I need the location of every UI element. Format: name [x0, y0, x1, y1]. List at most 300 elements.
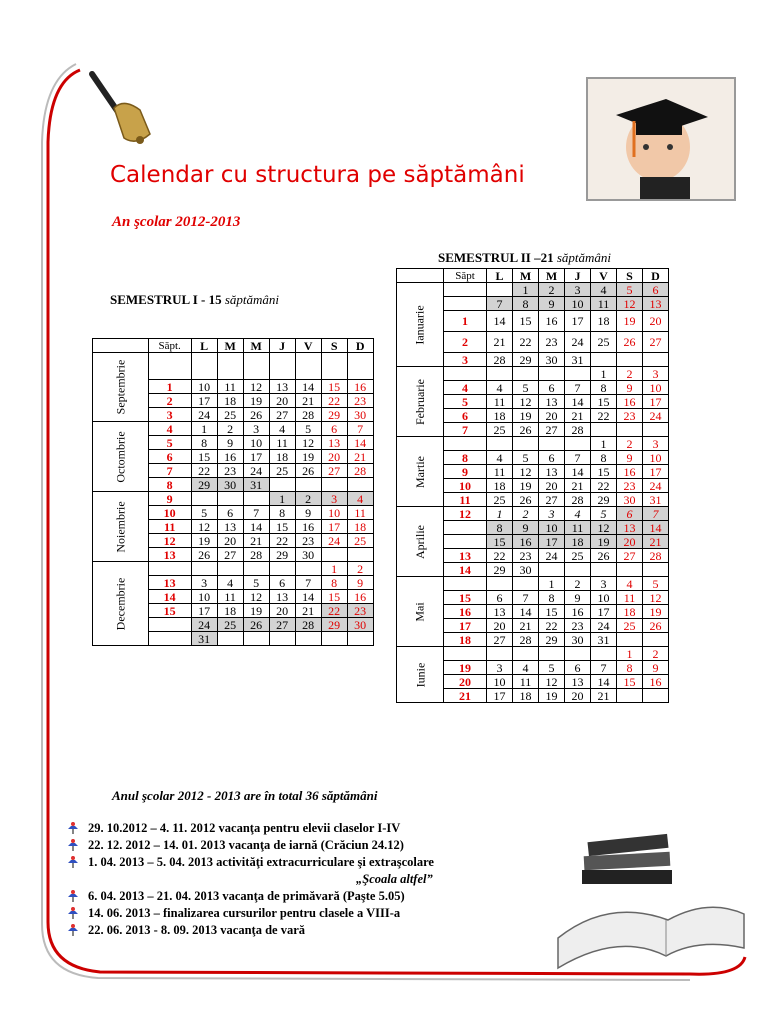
day-cell: 9 — [347, 576, 373, 590]
month-name: Februarie — [412, 378, 427, 425]
day-cell: 24 — [191, 618, 217, 632]
day-cell: 21 — [512, 619, 538, 633]
month-label-cell — [93, 353, 149, 422]
day-cell: 11 — [486, 465, 512, 479]
day-cell: 22 — [486, 549, 512, 563]
week-number-cell: 1 — [148, 380, 191, 394]
day-cell: 1 — [512, 283, 538, 297]
day-cell — [217, 492, 243, 506]
day-cell: 5 — [512, 451, 538, 465]
day-cell: 13 — [217, 520, 243, 534]
day-cell: 31 — [191, 632, 217, 646]
pushpin-icon — [66, 821, 80, 835]
day-cell — [616, 423, 642, 437]
day-cell — [642, 689, 668, 703]
day-cell: 1 — [486, 507, 512, 521]
day-cell: 3 — [564, 283, 590, 297]
day-cell: 18 — [616, 605, 642, 619]
day-cell — [590, 353, 616, 367]
day-cell: 14 — [295, 590, 321, 604]
day-cell: 20 — [269, 394, 295, 408]
day-cell: 17 — [191, 604, 217, 618]
day-column-header: D — [642, 269, 668, 283]
day-cell: 19 — [295, 450, 321, 464]
day-cell: 19 — [512, 409, 538, 423]
day-cell: 29 — [512, 353, 538, 367]
semester2-weeks-word: săptămâni — [556, 250, 612, 265]
week-number-cell: 21 — [443, 689, 486, 703]
day-cell — [590, 647, 616, 661]
week-number-cell — [148, 618, 191, 632]
day-cell: 9 — [616, 381, 642, 395]
week-number-cell: 9 — [148, 492, 191, 506]
day-cell: 17 — [486, 689, 512, 703]
pushpin-icon — [66, 906, 80, 920]
day-cell: 24 — [191, 408, 217, 422]
vacation-item — [66, 905, 434, 922]
day-cell: 2 — [347, 562, 373, 576]
day-cell: 14 — [347, 436, 373, 450]
day-cell: 28 — [642, 549, 668, 563]
day-cell: 3 — [642, 367, 668, 381]
day-cell: 26 — [642, 619, 668, 633]
week-number-cell: 8 — [148, 478, 191, 492]
week-number-cell: 10 — [443, 479, 486, 493]
semester1-heading — [110, 292, 279, 308]
day-cell — [217, 562, 243, 576]
day-cell: 15 — [538, 605, 564, 619]
day-column-header: L — [486, 269, 512, 283]
day-cell: 7 — [512, 591, 538, 605]
vacation-text: 29. 10.2012 – 4. 11. 2012 vacanţa pentru elevii claselor I-IV — [88, 821, 401, 835]
vacation-item — [66, 854, 434, 871]
day-cell — [347, 478, 373, 492]
semester1-weeks-word: săptămâni — [224, 292, 280, 307]
day-cell: 22 — [590, 409, 616, 423]
day-cell: 1 — [269, 492, 295, 506]
day-cell: 8 — [321, 576, 347, 590]
month-name: Noiembrie — [113, 500, 128, 553]
day-cell: 6 — [486, 591, 512, 605]
day-cell: 9 — [295, 506, 321, 520]
calendar-week-row — [397, 283, 669, 297]
day-column-header: S — [616, 269, 642, 283]
month-name: Mai — [412, 601, 427, 622]
week-number-cell: 13 — [443, 549, 486, 563]
page-title: Calendar cu structura pe săptămâni — [110, 162, 525, 188]
day-cell: 21 — [295, 394, 321, 408]
day-cell: 13 — [564, 675, 590, 689]
vacation-item — [66, 837, 434, 854]
day-cell — [243, 632, 269, 646]
day-cell — [538, 647, 564, 661]
day-cell — [217, 353, 243, 380]
day-cell: 1 — [590, 437, 616, 451]
day-cell: 15 — [269, 520, 295, 534]
day-cell: 21 — [347, 450, 373, 464]
week-number-cell: 15 — [443, 591, 486, 605]
total-weeks-note: Anul şcolar 2012 - 2013 are în total 36 săptămâni — [112, 788, 378, 803]
day-cell: 20 — [538, 409, 564, 423]
day-cell: 1 — [590, 367, 616, 381]
day-cell: 12 — [243, 590, 269, 604]
day-cell: 21 — [642, 535, 668, 549]
week-number-cell: 11 — [443, 493, 486, 507]
month-header-blank — [93, 339, 149, 353]
week-number-cell: 19 — [443, 661, 486, 675]
day-cell: 3 — [191, 576, 217, 590]
day-cell: 22 — [269, 534, 295, 548]
day-cell: 13 — [538, 395, 564, 409]
day-cell: 4 — [564, 507, 590, 521]
day-cell: 4 — [486, 381, 512, 395]
day-cell — [512, 647, 538, 661]
day-cell: 6 — [616, 507, 642, 521]
week-number-cell: 3 — [148, 408, 191, 422]
day-cell: 16 — [642, 675, 668, 689]
school-bell-icon — [84, 68, 164, 148]
day-cell: 15 — [321, 590, 347, 604]
day-cell: 14 — [642, 521, 668, 535]
day-cell — [321, 548, 347, 562]
day-cell: 18 — [269, 450, 295, 464]
calendar-week-row — [397, 577, 669, 591]
day-cell: 13 — [321, 436, 347, 450]
day-cell: 11 — [486, 395, 512, 409]
day-cell: 18 — [590, 311, 616, 332]
day-cell: 10 — [243, 436, 269, 450]
day-cell: 27 — [269, 408, 295, 422]
day-cell: 17 — [243, 450, 269, 464]
day-cell: 4 — [217, 576, 243, 590]
day-cell: 17 — [642, 395, 668, 409]
day-cell — [191, 492, 217, 506]
day-cell: 7 — [642, 507, 668, 521]
calendar-week-row — [397, 367, 669, 381]
week-number-cell: 13 — [148, 576, 191, 590]
day-cell: 23 — [347, 394, 373, 408]
pushpin-icon — [66, 889, 80, 903]
day-cell — [486, 283, 512, 297]
day-column-header: J — [564, 269, 590, 283]
day-cell: 30 — [347, 618, 373, 632]
day-cell: 22 — [538, 619, 564, 633]
month-label-cell — [397, 647, 444, 703]
day-cell — [295, 478, 321, 492]
day-cell: 3 — [243, 422, 269, 436]
day-cell: 15 — [486, 535, 512, 549]
day-cell — [486, 647, 512, 661]
month-label-cell — [397, 577, 444, 647]
day-cell: 6 — [217, 506, 243, 520]
day-cell: 16 — [564, 605, 590, 619]
day-cell: 7 — [564, 381, 590, 395]
day-cell: 29 — [590, 493, 616, 507]
day-cell: 13 — [642, 297, 668, 311]
day-cell: 23 — [295, 534, 321, 548]
week-number-cell: 5 — [148, 436, 191, 450]
month-name: Ianuarie — [412, 304, 427, 345]
calendar-week-row — [93, 422, 374, 436]
month-name: Septembrie — [113, 359, 128, 415]
day-cell: 5 — [538, 661, 564, 675]
day-cell: 14 — [486, 311, 512, 332]
day-cell: 10 — [321, 506, 347, 520]
semester2-header-row — [397, 269, 669, 283]
month-label-cell — [93, 492, 149, 562]
day-cell — [512, 367, 538, 381]
pushpin-icon — [66, 923, 80, 937]
calendar-week-row — [397, 437, 669, 451]
day-cell: 30 — [564, 633, 590, 647]
day-cell: 29 — [269, 548, 295, 562]
day-cell: 17 — [321, 520, 347, 534]
vacation-text: 6. 04. 2013 – 21. 04. 2013 vacanţa de primăvară (Paşte 5.05) — [88, 889, 405, 903]
day-cell: 10 — [538, 521, 564, 535]
day-column-header: L — [191, 339, 217, 353]
day-cell: 31 — [590, 633, 616, 647]
day-cell: 5 — [512, 381, 538, 395]
day-cell: 27 — [269, 618, 295, 632]
day-cell: 27 — [616, 549, 642, 563]
week-number-cell — [443, 283, 486, 297]
day-cell: 3 — [590, 577, 616, 591]
day-cell: 9 — [564, 591, 590, 605]
day-cell: 7 — [590, 661, 616, 675]
day-cell: 14 — [564, 465, 590, 479]
day-cell: 28 — [564, 423, 590, 437]
day-cell: 30 — [217, 478, 243, 492]
day-cell: 23 — [616, 409, 642, 423]
day-cell: 4 — [512, 661, 538, 675]
day-cell: 18 — [486, 409, 512, 423]
day-cell: 13 — [538, 465, 564, 479]
day-cell: 10 — [564, 297, 590, 311]
day-cell: 23 — [512, 549, 538, 563]
day-cell — [486, 437, 512, 451]
day-cell: 14 — [295, 380, 321, 394]
week-number-cell: 20 — [443, 675, 486, 689]
day-cell: 30 — [616, 493, 642, 507]
day-cell — [590, 563, 616, 577]
day-cell: 4 — [347, 492, 373, 506]
week-number-cell: 14 — [443, 563, 486, 577]
day-cell: 22 — [512, 332, 538, 353]
day-cell: 16 — [295, 520, 321, 534]
semester1-calendar-table — [92, 338, 374, 646]
day-cell: 11 — [616, 591, 642, 605]
day-cell — [321, 353, 347, 380]
day-cell: 9 — [512, 521, 538, 535]
day-cell: 2 — [512, 507, 538, 521]
vacation-text: 22. 12. 2012 – 14. 01. 2013 vacanţa de iarnă (Crăciun 24.12) — [88, 838, 404, 852]
day-cell: 11 — [217, 590, 243, 604]
day-cell: 5 — [191, 506, 217, 520]
week-number-cell — [443, 297, 486, 311]
day-cell — [564, 367, 590, 381]
week-number-cell: 12 — [443, 507, 486, 521]
day-cell: 6 — [538, 381, 564, 395]
day-cell: 6 — [321, 422, 347, 436]
calendar-week-row — [93, 353, 374, 380]
day-cell: 26 — [512, 423, 538, 437]
day-cell: 15 — [616, 675, 642, 689]
day-cell: 26 — [590, 549, 616, 563]
week-number-cell: 1 — [443, 311, 486, 332]
day-cell: 25 — [269, 464, 295, 478]
week-number-cell: 14 — [148, 590, 191, 604]
day-column-header: V — [295, 339, 321, 353]
day-cell: 23 — [217, 464, 243, 478]
vacation-item — [66, 820, 434, 837]
day-cell — [243, 492, 269, 506]
vacation-list — [66, 820, 434, 939]
day-column-header: D — [347, 339, 373, 353]
day-cell: 25 — [590, 332, 616, 353]
day-cell: 8 — [590, 381, 616, 395]
day-cell: 24 — [321, 534, 347, 548]
day-cell: 21 — [486, 332, 512, 353]
day-cell: 19 — [191, 534, 217, 548]
day-cell: 2 — [217, 422, 243, 436]
day-column-header: M — [243, 339, 269, 353]
day-cell: 22 — [191, 464, 217, 478]
day-cell: 12 — [642, 591, 668, 605]
week-number-cell — [443, 535, 486, 549]
week-number-cell: 13 — [148, 548, 191, 562]
day-cell: 15 — [321, 380, 347, 394]
week-number-cell — [443, 647, 486, 661]
week-number-cell — [148, 353, 191, 380]
day-column-header: M — [217, 339, 243, 353]
books-icon — [548, 828, 748, 978]
day-cell: 8 — [590, 451, 616, 465]
day-cell: 20 — [616, 535, 642, 549]
day-cell: 28 — [347, 464, 373, 478]
day-cell: 11 — [217, 380, 243, 394]
week-column-header: Săpt — [443, 269, 486, 283]
day-cell: 12 — [295, 436, 321, 450]
month-name: Iunie — [412, 662, 427, 687]
day-cell — [295, 562, 321, 576]
day-cell: 16 — [616, 395, 642, 409]
vacation-text: 1. 04. 2013 – 5. 04. 2013 activităţi extracurriculare şi extraşcolare — [88, 855, 434, 869]
day-cell — [191, 562, 217, 576]
day-cell — [486, 367, 512, 381]
day-cell: 12 — [243, 380, 269, 394]
day-cell: 23 — [616, 479, 642, 493]
day-cell: 10 — [642, 451, 668, 465]
day-cell: 28 — [512, 633, 538, 647]
day-cell: 11 — [590, 297, 616, 311]
week-number-cell — [148, 562, 191, 576]
day-cell — [347, 632, 373, 646]
day-cell: 19 — [243, 604, 269, 618]
week-number-cell: 7 — [148, 464, 191, 478]
day-cell: 9 — [616, 451, 642, 465]
day-cell: 7 — [295, 576, 321, 590]
month-label-cell — [93, 562, 149, 646]
day-cell: 4 — [486, 451, 512, 465]
day-cell: 1 — [191, 422, 217, 436]
day-cell: 12 — [590, 521, 616, 535]
day-cell: 29 — [538, 633, 564, 647]
day-cell: 6 — [642, 283, 668, 297]
day-cell: 26 — [191, 548, 217, 562]
day-cell: 3 — [538, 507, 564, 521]
day-cell: 18 — [217, 604, 243, 618]
day-cell: 2 — [616, 367, 642, 381]
vacation-text: „Şcoala altfel” — [356, 872, 433, 886]
day-cell: 25 — [564, 549, 590, 563]
day-cell — [269, 478, 295, 492]
calendar-week-row — [397, 647, 669, 661]
day-cell: 24 — [642, 479, 668, 493]
day-cell: 7 — [486, 297, 512, 311]
day-cell: 22 — [590, 479, 616, 493]
day-cell: 23 — [347, 604, 373, 618]
day-cell: 18 — [486, 479, 512, 493]
day-cell: 7 — [564, 451, 590, 465]
week-number-cell — [443, 521, 486, 535]
day-cell — [321, 632, 347, 646]
day-cell: 31 — [243, 478, 269, 492]
day-cell: 17 — [564, 311, 590, 332]
day-cell — [512, 437, 538, 451]
day-cell: 14 — [564, 395, 590, 409]
day-cell: 7 — [347, 422, 373, 436]
week-number-cell: 5 — [443, 395, 486, 409]
graduate-baby-photo — [586, 77, 736, 201]
day-cell: 6 — [538, 451, 564, 465]
day-cell: 27 — [217, 548, 243, 562]
day-cell: 19 — [590, 535, 616, 549]
day-cell: 28 — [295, 408, 321, 422]
day-cell: 10 — [642, 381, 668, 395]
day-column-header: M — [512, 269, 538, 283]
day-cell: 4 — [590, 283, 616, 297]
day-cell — [191, 353, 217, 380]
day-cell: 4 — [616, 577, 642, 591]
day-cell: 19 — [616, 311, 642, 332]
day-cell — [347, 353, 373, 380]
day-cell: 2 — [616, 437, 642, 451]
month-header-blank — [397, 269, 444, 283]
pushpin-icon — [66, 855, 80, 869]
day-cell: 26 — [295, 464, 321, 478]
day-cell: 5 — [590, 507, 616, 521]
day-cell: 27 — [538, 493, 564, 507]
day-cell: 25 — [486, 493, 512, 507]
week-number-cell: 11 — [148, 520, 191, 534]
semester1-header-row — [93, 339, 374, 353]
week-number-cell: 3 — [443, 353, 486, 367]
day-cell: 4 — [269, 422, 295, 436]
day-cell: 5 — [295, 422, 321, 436]
day-cell — [347, 548, 373, 562]
day-cell: 1 — [321, 562, 347, 576]
day-cell: 15 — [590, 395, 616, 409]
day-cell — [486, 577, 512, 591]
day-cell: 12 — [538, 675, 564, 689]
day-cell: 17 — [642, 465, 668, 479]
day-cell: 28 — [243, 548, 269, 562]
day-cell: 12 — [512, 465, 538, 479]
month-name: Octombrie — [113, 430, 128, 483]
day-cell: 25 — [616, 619, 642, 633]
month-name: Aprilie — [412, 524, 427, 559]
day-cell — [295, 632, 321, 646]
